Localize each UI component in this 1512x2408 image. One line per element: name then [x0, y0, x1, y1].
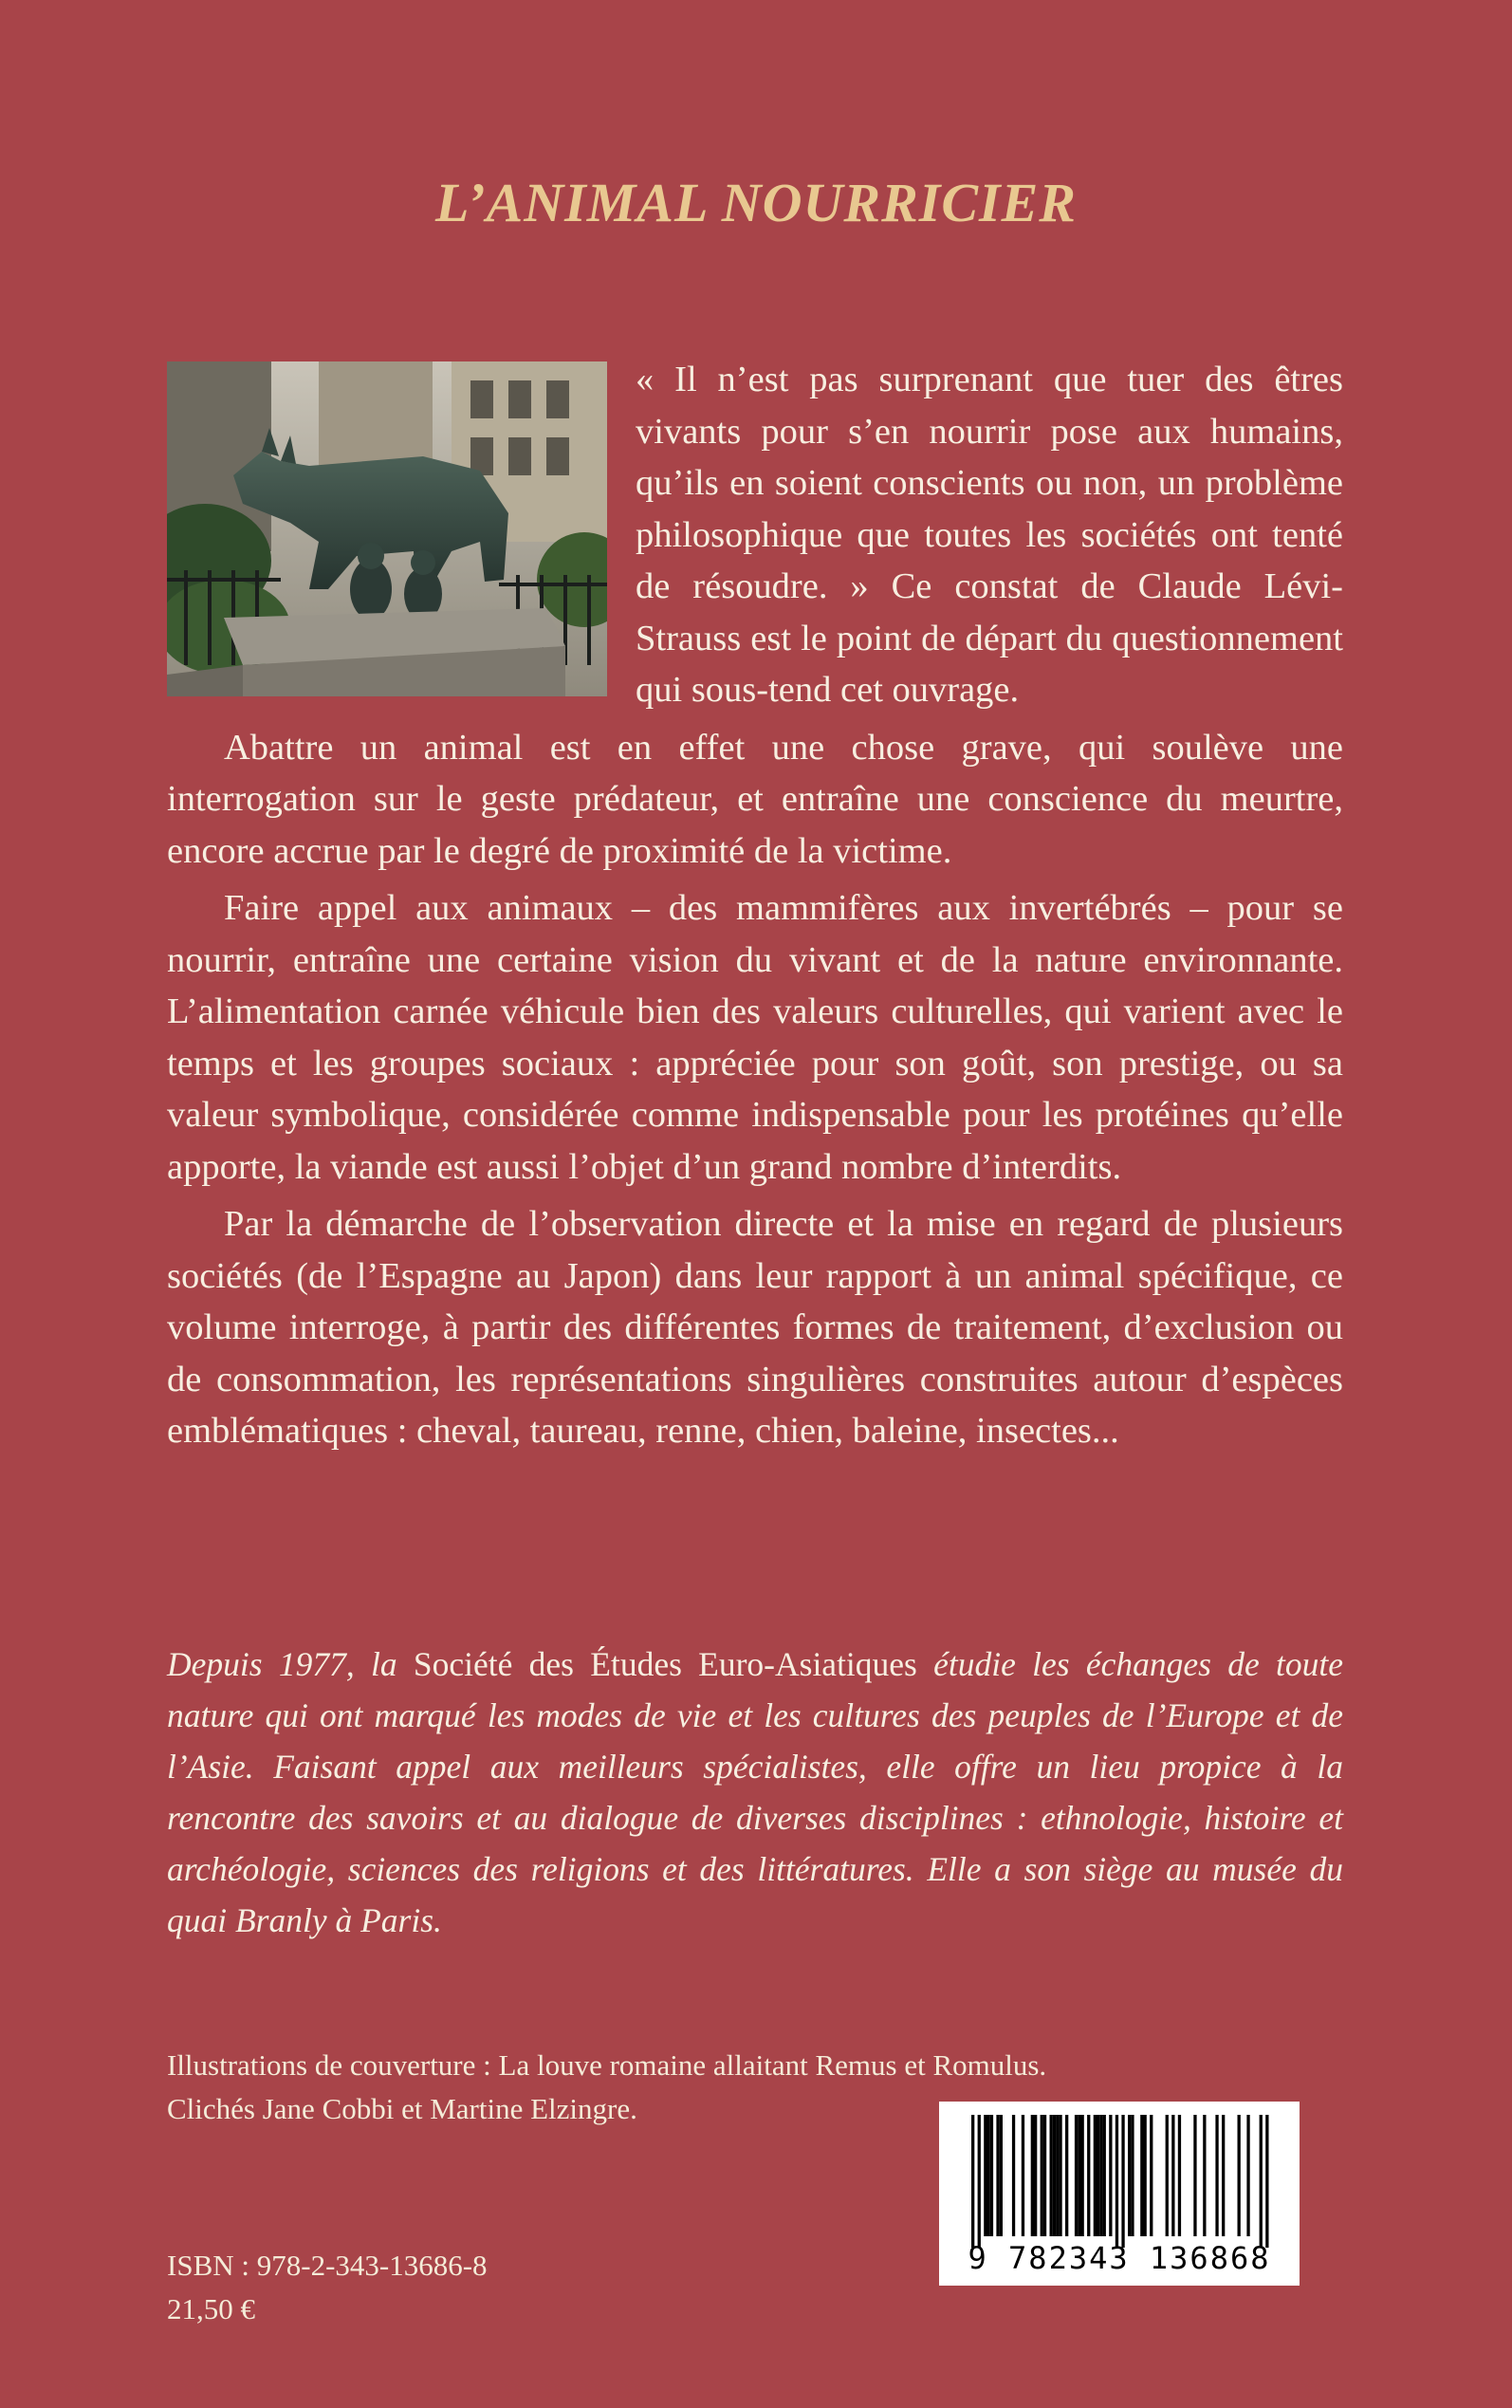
barcode-bar — [987, 2115, 990, 2236]
photo-spacer — [167, 354, 607, 697]
book-title: L’ANIMAL NOURRICIER — [435, 172, 1077, 233]
barcode-bar — [1121, 2115, 1124, 2248]
isbn: ISBN : 978-2-343-13686-8 — [167, 2249, 488, 2282]
barcode-bar — [1053, 2115, 1056, 2236]
barcode-bar — [1144, 2115, 1147, 2236]
barcode-bar — [1094, 2115, 1097, 2236]
barcode-bar — [1059, 2115, 1061, 2236]
barcode-digits: 9 782343 136868 — [968, 2240, 1271, 2276]
barcode-bar — [1012, 2115, 1015, 2236]
barcode-bar — [1109, 2115, 1112, 2236]
barcode-bar — [1043, 2115, 1046, 2236]
credits-line-2: Clichés Jane Cobbi et Martine Elzingre. — [167, 2092, 637, 2125]
barcode-bar — [1131, 2115, 1134, 2236]
blurb-paragraph-2: Abattre un animal est en effet une chose grave, qui soulève une interrogation sur le geste prédateur, et entraîne une conscience du meurtre, encore accrue par le degré de proximité de la victime. — [167, 727, 1343, 871]
barcode-bar — [1065, 2115, 1068, 2236]
blurb — [167, 354, 1343, 1463]
blurb-paragraph-1: « Il n’est pas surprenant que tuer des êtres vivants pour s’en nourrir pose aux humains, qu’ils en soient conscients ou non, un problème philosophique que toutes les sociétés ont tenté de résoudre. » Ce constat de Claude Lévi-Strauss est le point de départ du questionnement qui sous-tend cet ouvrage. — [636, 360, 1343, 710]
blurb-paragraph-4: Par la démarche de l’observation directe et la mise en regard de plusieurs sociétés (de l’Espagne au Japon) dans leur rapport à un animal spécifique, ce volume interroge, à partir des différentes formes de traitement, d’exclusion ou de consommation, les représentations singulières construites autour d’espèces emblématiques : cheval, taureau, renne, chien, baleine, insectes... — [167, 1204, 1343, 1451]
barcode-bar — [996, 2115, 999, 2236]
barcode-bar — [1081, 2115, 1084, 2236]
barcode-bar — [1128, 2115, 1131, 2236]
barcode-bar — [1000, 2115, 1003, 2236]
barcode-bar — [971, 2115, 974, 2248]
barcode-bar — [1150, 2115, 1152, 2236]
credits-line-1: Illustrations de couverture : La louve romaine allaitant Remus et Romulus. — [167, 2048, 1047, 2082]
barcode-bar — [1193, 2115, 1196, 2236]
society-description — [167, 1639, 1343, 1946]
barcode-bar — [1087, 2115, 1090, 2236]
barcode-bar — [1034, 2115, 1037, 2236]
barcode-bar — [1260, 2115, 1263, 2248]
barcode-bar — [1022, 2115, 1024, 2236]
barcode-bar — [1041, 2115, 1043, 2236]
society-name: Société des Études Euro-Asiatiques — [413, 1645, 917, 1683]
barcode-bar — [1099, 2115, 1102, 2236]
barcode-bar — [1246, 2115, 1249, 2236]
barcode-bar — [1215, 2115, 1218, 2236]
barcode-bar — [1103, 2115, 1106, 2236]
society-rest: étudie les échanges de toute nature qui ont marqué les modes de vie et les cultures des peuples de l’Europe et de l’Asie. Faisant appel aux meilleurs spécialistes, elle offre un lieu propice à la rencontre des savoirs et au dialogue de diverses disciplines : ethnologie, histoire et archéologie, sciences des religions et des littératures. Elle a son siège au musée du quai Branly à Paris. — [167, 1645, 1344, 1939]
society-intro: Depuis 1977, la — [167, 1645, 414, 1683]
barcode-bar — [1265, 2115, 1268, 2248]
barcode-bar — [1140, 2115, 1143, 2236]
barcode-bar — [1078, 2115, 1080, 2236]
barcode-bar — [1097, 2115, 1099, 2236]
barcode — [939, 2102, 1300, 2286]
price: 21,50 € — [167, 2292, 255, 2325]
barcode-bar — [1031, 2115, 1034, 2236]
barcode-bar — [1222, 2115, 1225, 2236]
barcode-bar — [978, 2115, 981, 2248]
barcode-bar — [1203, 2115, 1206, 2236]
barcode-bar — [1116, 2115, 1118, 2248]
barcode-bar — [1171, 2115, 1174, 2236]
barcode-bar — [990, 2115, 993, 2236]
barcode-bar — [1050, 2115, 1053, 2236]
barcode-bar — [1166, 2115, 1169, 2236]
barcode-bar — [1238, 2115, 1241, 2236]
barcode-bar — [984, 2115, 986, 2236]
barcode-bar — [1075, 2115, 1078, 2236]
barcode-bar — [1056, 2115, 1059, 2236]
barcode-bar — [1178, 2115, 1181, 2236]
isbn-price — [167, 2244, 488, 2331]
blurb-paragraph-3: Faire appel aux animaux – des mammifères aux invertébrés – pour se nourrir, entraîne une certaine vision du vivant et de la nature environnante. L’alimentation carnée véhicule bien des valeurs culturelles, qui varient avec le temps et les groupes sociaux : appréciée pour son goût, son prestige, ou sa valeur symbolique, considérée comme indispensable pour les protéines qu’elle apporte, la viande est aussi l’objet d’un grand nombre d’interdits. — [167, 888, 1343, 1187]
